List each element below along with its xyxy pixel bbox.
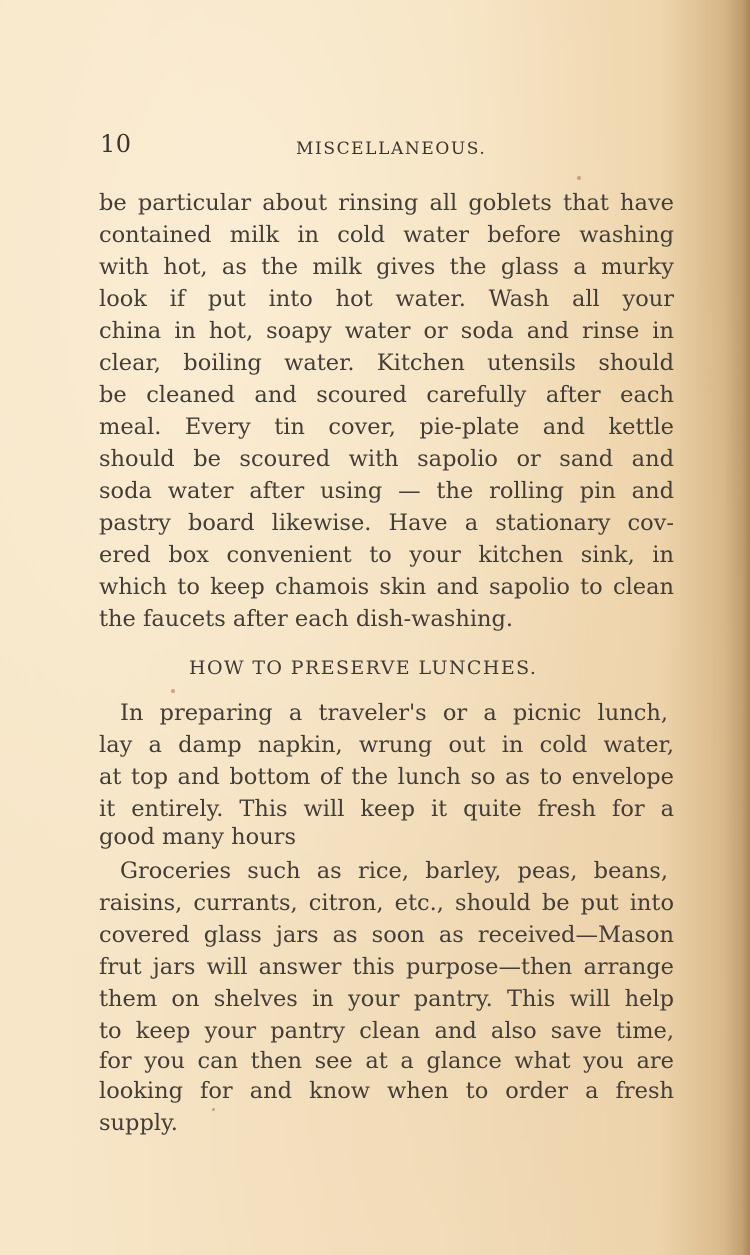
- running-head: MISCELLANEOUS.: [296, 139, 487, 159]
- paper-speck: [171, 689, 175, 693]
- text-line: to keep your pantry clean and also save time,: [99, 1018, 674, 1044]
- text-line: looking for and know when to order a fresh: [99, 1078, 674, 1104]
- text-line: lay a damp napkin, wrung out in cold water,: [99, 732, 674, 758]
- text-line: contained milk in cold water before washing: [99, 222, 674, 248]
- page-number: 10: [100, 130, 132, 158]
- text-line: which to keep chamois skin and sapolio to clean: [99, 574, 674, 600]
- text-line: look if put into hot water. Wash all your: [99, 286, 674, 312]
- text-line: covered glass jars as soon as received—Mason: [99, 922, 674, 948]
- text-line: Groceries such as rice, barley, peas, beans,: [120, 858, 668, 884]
- text-line: soda water after using — the rolling pin and: [99, 478, 674, 504]
- text-line: the faucets after each dish-washing.: [99, 606, 514, 632]
- text-line: them on shelves in your pantry. This will help: [99, 986, 674, 1012]
- section-heading: HOW TO PRESERVE LUNCHES.: [189, 657, 538, 679]
- text-line: ered box convenient to your kitchen sink, in: [99, 542, 674, 568]
- text-line: meal. Every tin cover, pie-plate and kettle: [99, 414, 674, 440]
- text-line: be particular about rinsing all goblets that have: [99, 190, 674, 216]
- text-line: at top and bottom of the lunch so as to envelope: [99, 764, 674, 790]
- text-line: be cleaned and scoured carefully after each: [99, 382, 674, 408]
- text-line: supply.: [99, 1110, 178, 1136]
- text-line: In preparing a traveler's or a picnic lunch,: [120, 700, 668, 726]
- text-line: for you can then see at a glance what you are: [99, 1048, 674, 1074]
- text-line: should be scoured with sapolio or sand and: [99, 446, 674, 472]
- text-line: china in hot, soapy water or soda and rinse in: [99, 318, 674, 344]
- text-line: frut jars will answer this purpose—then arrange: [99, 954, 674, 980]
- text-line: clear, boiling water. Kitchen utensils should: [99, 350, 674, 376]
- text-line: raisins, currants, citron, etc., should be put into: [99, 890, 674, 916]
- page-edge-shadow: [724, 0, 750, 1255]
- text-line: pastry board likewise. Have a stationary cov-: [99, 510, 674, 536]
- text-line: good many hours: [99, 824, 296, 850]
- paper-speck: [577, 176, 581, 180]
- paper-speck: [212, 1108, 215, 1111]
- text-line: it entirely. This will keep it quite fresh for a: [99, 796, 674, 822]
- text-line: with hot, as the milk gives the glass a murky: [99, 254, 674, 280]
